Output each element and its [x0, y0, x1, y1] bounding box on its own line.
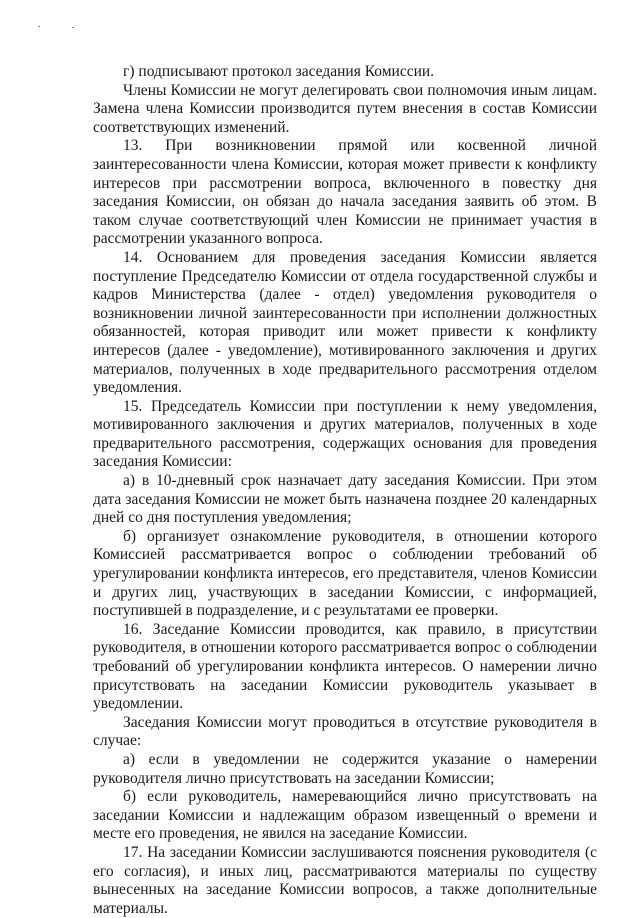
scan-speck [72, 27, 74, 28]
paragraph: г) подписывают протокол заседания Комиссии. [123, 63, 435, 80]
paragraph: б) организует ознакомление руководителя, в отношении которого Комиссией рассматривается вопрос о соблюдении требований об урегулировании конфликта интересов, его представителя, членов Комиссии и других лиц, участвующих в заседании Комиссии, с информацией, поступившей в подразделение, и с результатами ее проверки. [93, 527, 597, 620]
paragraph: 14. Основанием для проведения заседания Комиссии является поступление Председателю Комиссии от отдела государственной службы и кадров Министерства (далее - отдел) уведомления руководителя о возникновении личной заинтересованности при исполнении должностных обязанностей, которая приводит или может привести к конфликту интересов (далее - уведомление), мотивированного заключения и других материалов, полученных в ходе предварительного рассмотрения отделом уведомления. [93, 248, 597, 397]
paragraph: а) если в уведомлении не содержится указание о намерении руководителя лично присутствовать на заседании Комиссии; [93, 750, 597, 787]
paragraph: Заседания Комиссии могут проводиться в отсутствие руководителя в случае: [93, 713, 597, 750]
document-body [93, 63, 597, 918]
paragraph: Члены Комиссии не могут делегировать свои полномочия иным лицам. Замена члена Комиссии производится путем внесения в состав Комиссии соответствующих изменений. [93, 81, 597, 136]
paragraph: 13. При возникновении прямой или косвенной личной заинтересованности члена Комиссии, которая может привести к конфликту интересов при рассмотрении вопроса, включенного в повестку дня заседания Комиссии, он обязан до начала заседания заявить об этом. В таком случае соответствующий член Комиссии не принимает участия в рассмотрении указанного вопроса. [93, 137, 597, 248]
paragraph: б) если руководитель, намеревающийся лично присутствовать на заседании Комиссии и надлежащим образом извещенный о времени и месте его проведения, не явился на заседание Комиссии. [93, 788, 597, 843]
paragraph: 15. Председатель Комиссии при поступлении к нему уведомления, мотивированного заключения и других материалов, полученных в ходе предварительного рассмотрения, содержащих основания для проведения заседания Комиссии: [93, 397, 597, 471]
paragraph: 16. Заседание Комиссии проводится, как правило, в присутствии руководителя, в отношении которого рассматривается вопрос о соблюдении требований об урегулировании конфликта интересов. О намерении лично присутствовать на заседании Комиссии руководитель указывает в уведомлении. [93, 620, 597, 713]
scan-speck [38, 26, 40, 27]
paragraph: 17. На заседании Комиссии заслушиваются пояснения руководителя (с его согласия), и иных лиц, рассматриваются материалы по существу вынесенных на заседание Комиссии вопросов, а также дополнительные материалы. [93, 843, 597, 917]
paragraph: а) в 10-дневный срок назначает дату заседания Комиссии. При этом дата заседания Комиссии не может быть назначена позднее 20 календарных дней со дня поступления уведомления; [93, 472, 597, 527]
